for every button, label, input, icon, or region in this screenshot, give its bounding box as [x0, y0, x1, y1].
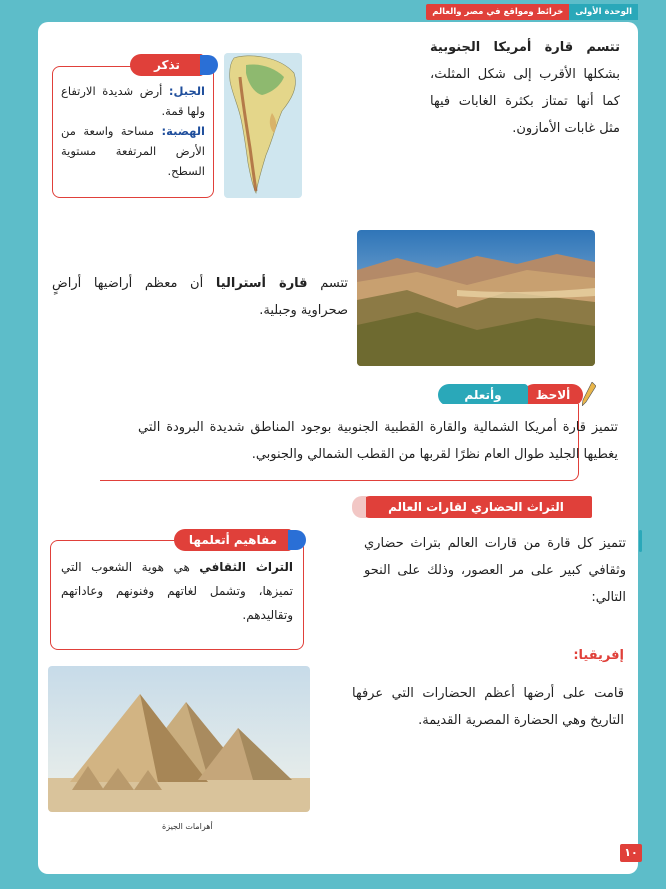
remember-pill-tail [200, 55, 218, 75]
pencil-icon [582, 382, 596, 406]
concepts-def: هي هوية الشعوب التي تميزها، وتشمل لغاتهم وفنونهم وعاداتهم وتقاليدهم. [61, 560, 293, 622]
remember-content [61, 81, 205, 181]
australia-pre: تتسم [307, 276, 348, 291]
page [38, 7, 638, 874]
australia-text [52, 270, 348, 324]
heritage-bullet-bar [639, 530, 642, 552]
south-america-map [224, 53, 302, 198]
australia-bold: قارة أستراليا [215, 276, 308, 291]
heritage-text: تتميز كل قارة من قارات العالم بتراث حضاري وثقافي كبير على مر العصور، وذلك على النحو التالي: [364, 536, 626, 605]
africa-text: قامت على أرضها أعظم الحضارات التي عرفها التاريخ وهي الحضارة المصرية القديمة. [352, 686, 624, 728]
learn-pill: وأتعلم [438, 384, 528, 406]
australia-photo [357, 230, 595, 366]
heritage-title-tail [352, 496, 366, 518]
pyramids-caption: أهرامات الجيزة [162, 822, 213, 831]
remember-box [52, 66, 214, 198]
south-america-text [430, 34, 620, 142]
heritage-title: التراث الحضاري لقارات العالم [360, 496, 592, 518]
notice-text: تتميز قارة أمريكا الشمالية والقارة القطبية الجنوبية بوجود المناطق شديدة البرودة التي يغطيها الجليد طوال العام نظرًا لقربها من القطب الشمالي والجنوبي. [138, 420, 618, 462]
lesson-tab[interactable]: خرائط ومواقع في مصر والعالم [426, 4, 569, 20]
south-america-lead: تتسم قارة أمريكا الجنوبية [430, 40, 620, 55]
notice-pill: ألاحظ [523, 384, 583, 406]
concepts-content [61, 555, 293, 627]
unit-tab[interactable]: الوحدة الأولى [569, 4, 638, 20]
concepts-box [50, 540, 304, 650]
page-number: ١٠ [620, 844, 642, 862]
remember-term-mountain: الجبل: [168, 84, 205, 98]
pyramids-photo [48, 666, 310, 812]
concepts-term: التراث الثقافي [199, 560, 293, 574]
header-tabs [426, 4, 638, 20]
concepts-pill: مفاهيم أتعلمها [174, 529, 292, 551]
remember-def-mountain: أرض شديدة الارتفاع ولها قمة. [61, 84, 205, 118]
australia-post: أن معظم أراضيها أراضٍ صحراوية وجبلية. [52, 276, 348, 318]
remember-def-plateau: مساحة واسعة من الأرض المرتفعة مستوية السطح. [61, 124, 205, 178]
south-america-body: بشكلها الأقرب إلى شكل المثلث، كما أنها تمتاز بكثرة الغابات فيها مثل غابات الأمازون. [430, 67, 620, 136]
africa-heading: إفريقيا: [573, 648, 624, 663]
remember-pill: تذكر [130, 54, 204, 76]
map-icon [224, 53, 302, 198]
remember-term-plateau: الهضبة: [161, 124, 205, 138]
